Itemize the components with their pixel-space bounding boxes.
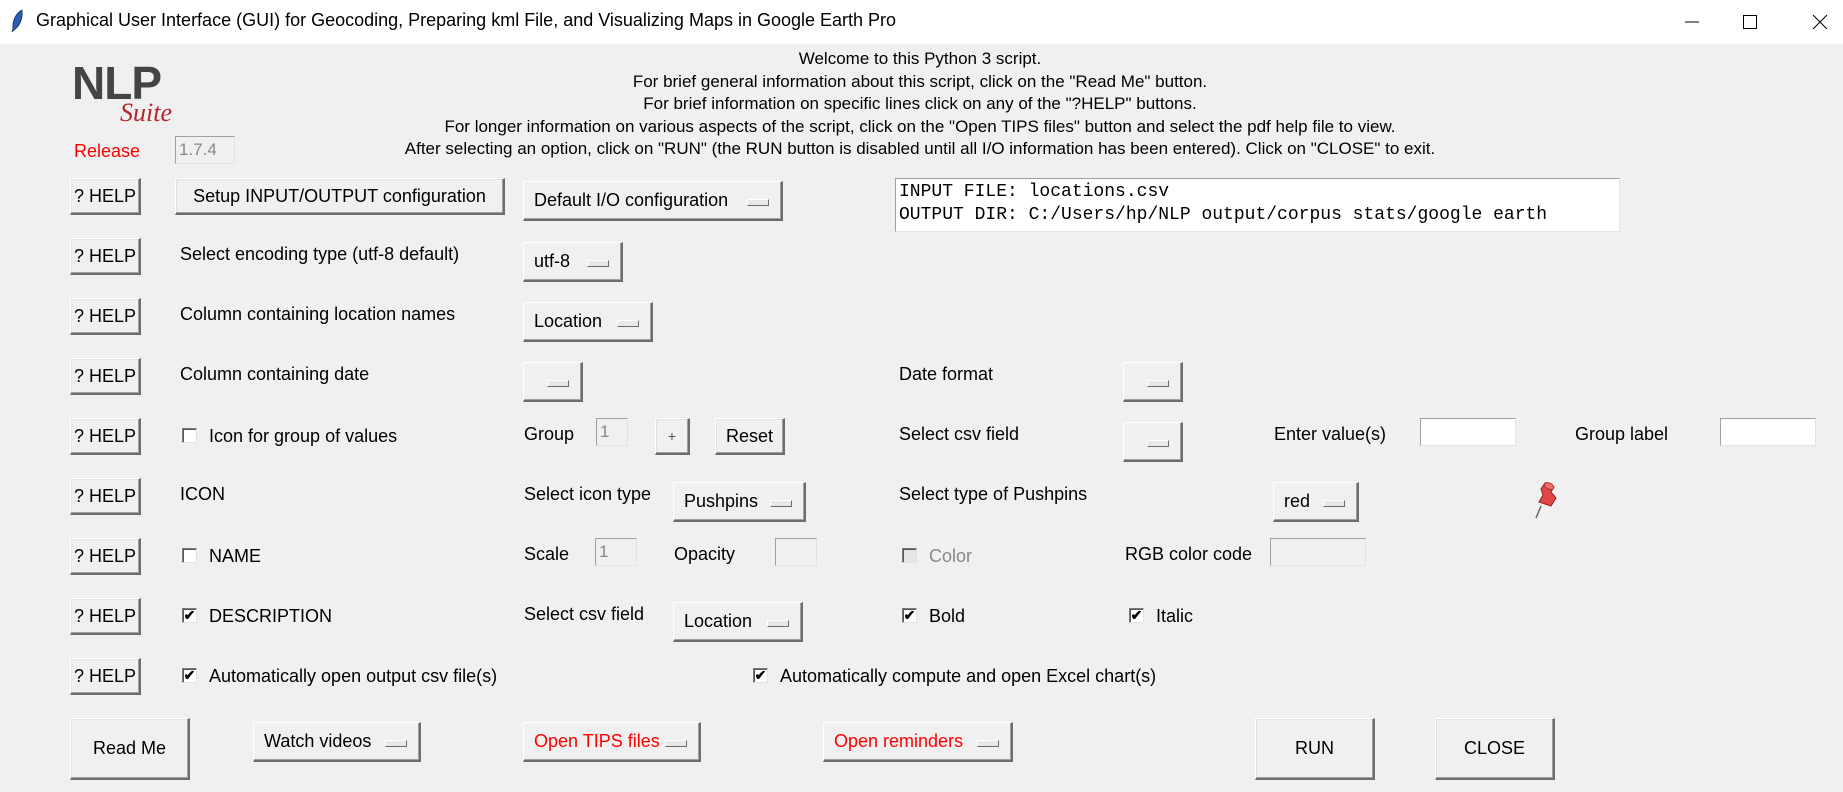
dropdown-indicator-icon <box>747 199 769 206</box>
instructions-text <box>360 48 1480 161</box>
help-button-location[interactable]: ? HELP <box>70 298 141 335</box>
dropdown-indicator-icon <box>665 740 687 747</box>
instruction-line: For longer information on various aspects of the script, click on the "Open TIPS files" button and select the pdf help file to view. <box>444 116 1396 136</box>
description-csv-field-value: Location <box>684 611 753 631</box>
help-button-group[interactable]: ? HELP <box>70 418 141 455</box>
pushpin-type-dropdown[interactable] <box>1273 482 1359 522</box>
instruction-line: For brief general information about this script, click on the "Read Me" button. <box>632 71 1208 91</box>
release-label: Release <box>74 141 141 161</box>
help-button-description[interactable]: ? HELP <box>70 598 141 635</box>
open-csv-label: Automatically open output csv file(s) <box>209 666 498 686</box>
opacity-label: Opacity <box>674 544 736 564</box>
name-label: NAME <box>209 546 262 566</box>
input-file-line: INPUT FILE: locations.csv <box>899 182 1170 202</box>
color-checkbox <box>902 548 917 563</box>
group-number-field: 1 <box>596 418 628 446</box>
window-title: Graphical User Interface (GUI) for Geocoding, Preparing kml File, and Visualizing Maps in Google Earth Pro <box>36 10 897 30</box>
release-version-field: 1.7.4 <box>175 136 235 164</box>
run-button[interactable]: RUN <box>1255 718 1375 780</box>
description-checkbox[interactable]: ✔ <box>183 607 196 623</box>
italic-checkbox[interactable]: ✔ <box>1130 607 1143 623</box>
title-bar <box>0 0 1843 44</box>
icon-group-label: Icon for group of values <box>209 426 398 446</box>
group-csv-field-dropdown[interactable] <box>1123 422 1183 462</box>
dropdown-indicator-icon <box>1147 440 1169 447</box>
icon-type-label: Select icon type <box>524 484 652 504</box>
reset-group-button[interactable]: Reset <box>715 418 785 455</box>
feather-icon <box>10 9 24 33</box>
description-label: DESCRIPTION <box>209 606 333 626</box>
group-label-label: Group label <box>1575 424 1669 444</box>
logo-nlp-text: NLP <box>72 57 161 109</box>
date-column-label: Column containing date <box>180 364 370 384</box>
name-checkbox[interactable] <box>182 548 197 563</box>
icon-type-value: Pushpins <box>684 491 759 511</box>
dropdown-indicator-icon <box>977 740 999 747</box>
enter-values-label: Enter value(s) <box>1274 424 1387 444</box>
io-info-display <box>895 178 1620 232</box>
color-label: Color <box>929 546 973 566</box>
close-button[interactable]: CLOSE <box>1435 718 1555 780</box>
watch-videos-label: Watch videos <box>264 731 372 751</box>
rgb-color-field <box>1270 538 1366 566</box>
maximize-button[interactable] <box>1720 0 1780 44</box>
pushpin-type-value: red <box>1284 491 1311 511</box>
nlp-suite-logo <box>72 57 172 128</box>
dropdown-indicator-icon <box>547 380 569 387</box>
maximize-icon <box>1742 14 1758 30</box>
dropdown-indicator-icon <box>767 620 789 627</box>
scale-field: 1 <box>595 538 637 566</box>
date-format-dropdown[interactable] <box>1123 362 1183 402</box>
help-button-date[interactable]: ? HELP <box>70 358 141 395</box>
instruction-line: For brief information on specific lines click on any of the "?HELP" buttons. <box>643 94 1197 113</box>
red-pushpin-icon <box>1532 480 1562 520</box>
excel-chart-label: Automatically compute and open Excel chart(s) <box>780 666 1157 686</box>
italic-label: Italic <box>1156 606 1194 626</box>
description-csv-field-dropdown[interactable] <box>673 602 803 642</box>
help-button-io[interactable]: ? HELP <box>70 178 141 215</box>
io-config-value: Default I/O configuration <box>534 190 729 210</box>
io-config-dropdown[interactable] <box>523 181 783 221</box>
open-tips-dropdown[interactable] <box>523 722 701 762</box>
help-button-encoding[interactable]: ? HELP <box>70 238 141 275</box>
date-column-dropdown[interactable] <box>523 362 583 402</box>
help-button-icon[interactable]: ? HELP <box>70 478 141 515</box>
opacity-field <box>775 538 817 566</box>
pushpin-type-label: Select type of Pushpins <box>899 484 1088 504</box>
dropdown-indicator-icon <box>1147 380 1169 387</box>
location-column-label: Column containing location names <box>180 304 456 324</box>
description-csv-field-label: Select csv field <box>524 604 645 624</box>
bold-label: Bold <box>929 606 966 626</box>
help-button-auto-open[interactable]: ? HELP <box>70 658 141 695</box>
enter-values-field[interactable] <box>1420 418 1516 446</box>
logo-suite-text: Suite <box>120 98 172 127</box>
group-label-field[interactable] <box>1720 418 1816 446</box>
read-me-button[interactable]: Read Me <box>70 718 190 780</box>
encoding-label: Select encoding type (utf-8 default) <box>180 244 460 264</box>
bold-checkbox[interactable]: ✔ <box>903 607 916 623</box>
icon-type-dropdown[interactable] <box>673 482 806 522</box>
minimize-button[interactable] <box>1662 0 1722 44</box>
location-column-dropdown[interactable] <box>523 302 653 342</box>
open-reminders-dropdown[interactable] <box>823 722 1013 762</box>
group-csv-field-label: Select csv field <box>899 424 1020 444</box>
rgb-color-label: RGB color code <box>1125 544 1253 564</box>
dropdown-indicator-icon <box>617 320 639 327</box>
location-column-value: Location <box>534 311 603 331</box>
icon-group-checkbox[interactable] <box>182 428 197 443</box>
group-label: Group <box>524 424 575 444</box>
minimize-icon <box>1684 14 1700 30</box>
dropdown-indicator-icon <box>587 260 609 267</box>
scale-label: Scale <box>524 544 570 564</box>
dropdown-indicator-icon <box>1323 500 1345 507</box>
open-reminders-label: Open reminders <box>834 731 964 751</box>
open-tips-label: Open TIPS files <box>534 731 660 751</box>
close-icon <box>1812 14 1828 30</box>
date-format-label: Date format <box>899 364 994 384</box>
output-dir-line: OUTPUT DIR: C:/Users/hp/NLP output/corpus stats/google earth <box>899 205 1548 225</box>
encoding-value: utf-8 <box>534 251 571 271</box>
watch-videos-dropdown[interactable] <box>253 722 421 762</box>
add-group-button[interactable]: + <box>655 418 690 455</box>
help-button-name[interactable]: ? HELP <box>70 538 141 575</box>
excel-chart-checkbox[interactable]: ✔ <box>754 667 767 683</box>
dropdown-indicator-icon <box>770 500 792 507</box>
instruction-line: After selecting an option, click on "RUN" (the RUN button is disabled until all I/O information has been entered). Click on "CLOSE" to exit. <box>404 139 1436 158</box>
close-window-button[interactable] <box>1790 0 1843 44</box>
setup-io-button[interactable]: Setup INPUT/OUTPUT configuration <box>175 178 505 215</box>
dropdown-indicator-icon <box>385 740 407 747</box>
open-csv-checkbox[interactable]: ✔ <box>183 667 196 683</box>
encoding-dropdown[interactable] <box>523 242 623 282</box>
icon-section-label: ICON <box>180 484 225 504</box>
instruction-line: Welcome to this Python 3 script. <box>798 49 1042 68</box>
